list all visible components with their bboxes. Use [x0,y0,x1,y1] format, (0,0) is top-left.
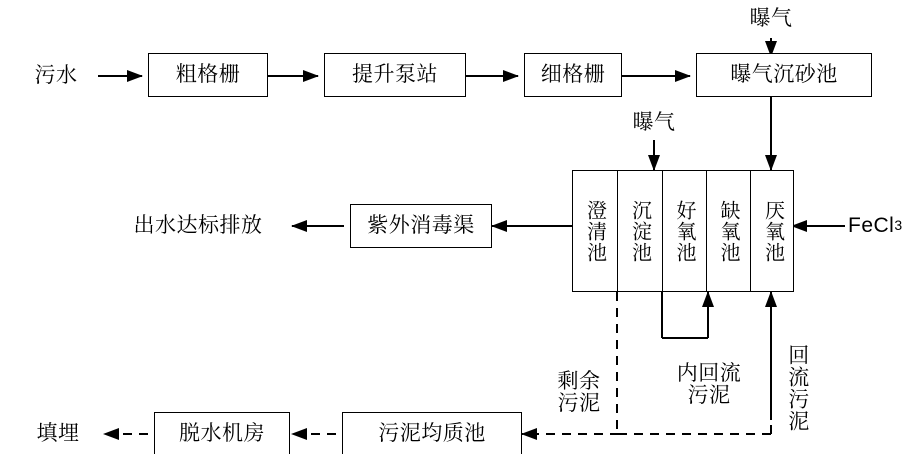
node-lift-pump-station[interactable]: 提升泵站 [324,53,466,97]
node-influent: 污水 [34,64,78,88]
reactor-cell-anaerobic[interactable]: 厌氧池 [761,199,784,263]
node-effluent-discharge: 出水达标排放 [133,214,263,238]
reactor-cell-sedimentation[interactable]: 沉淀池 [618,171,663,291]
node-sludge-homogenization-tank[interactable]: 污泥均质池 [342,412,522,454]
node-fine-screen[interactable]: 细格栅 [524,53,622,97]
reactor-train [572,170,794,292]
annotation-internal-return-sludge: 内回流污泥 [676,361,742,407]
annotation-ferric-chloride [848,210,918,242]
node-uv-disinfection-channel[interactable]: 紫外消毒渠 [350,204,492,248]
node-aerated-grit-chamber[interactable]: 曝气沉砂池 [696,53,872,97]
reactor-cell-aerobic[interactable]: 好氧池 [663,171,707,291]
reactor-cell-anoxic[interactable]: 缺氧池 [707,171,751,291]
annotation-aeration-grit: 曝气 [749,7,793,31]
node-landfill: 填埋 [36,422,80,446]
annotation-aeration-tank: 曝气 [632,111,676,135]
chemical-formula: FeCl [848,214,895,238]
annotation-return-sludge: 回流污泥 [785,344,809,432]
annotation-excess-sludge: 剩余污泥 [557,369,601,415]
node-coarse-screen[interactable]: 粗格栅 [148,53,268,97]
chemical-formula-subscript: 3 [894,217,903,234]
reactor-cell-clarifier[interactable]: 澄清池 [573,171,618,291]
node-dewatering-room[interactable]: 脱水机房 [154,412,290,454]
